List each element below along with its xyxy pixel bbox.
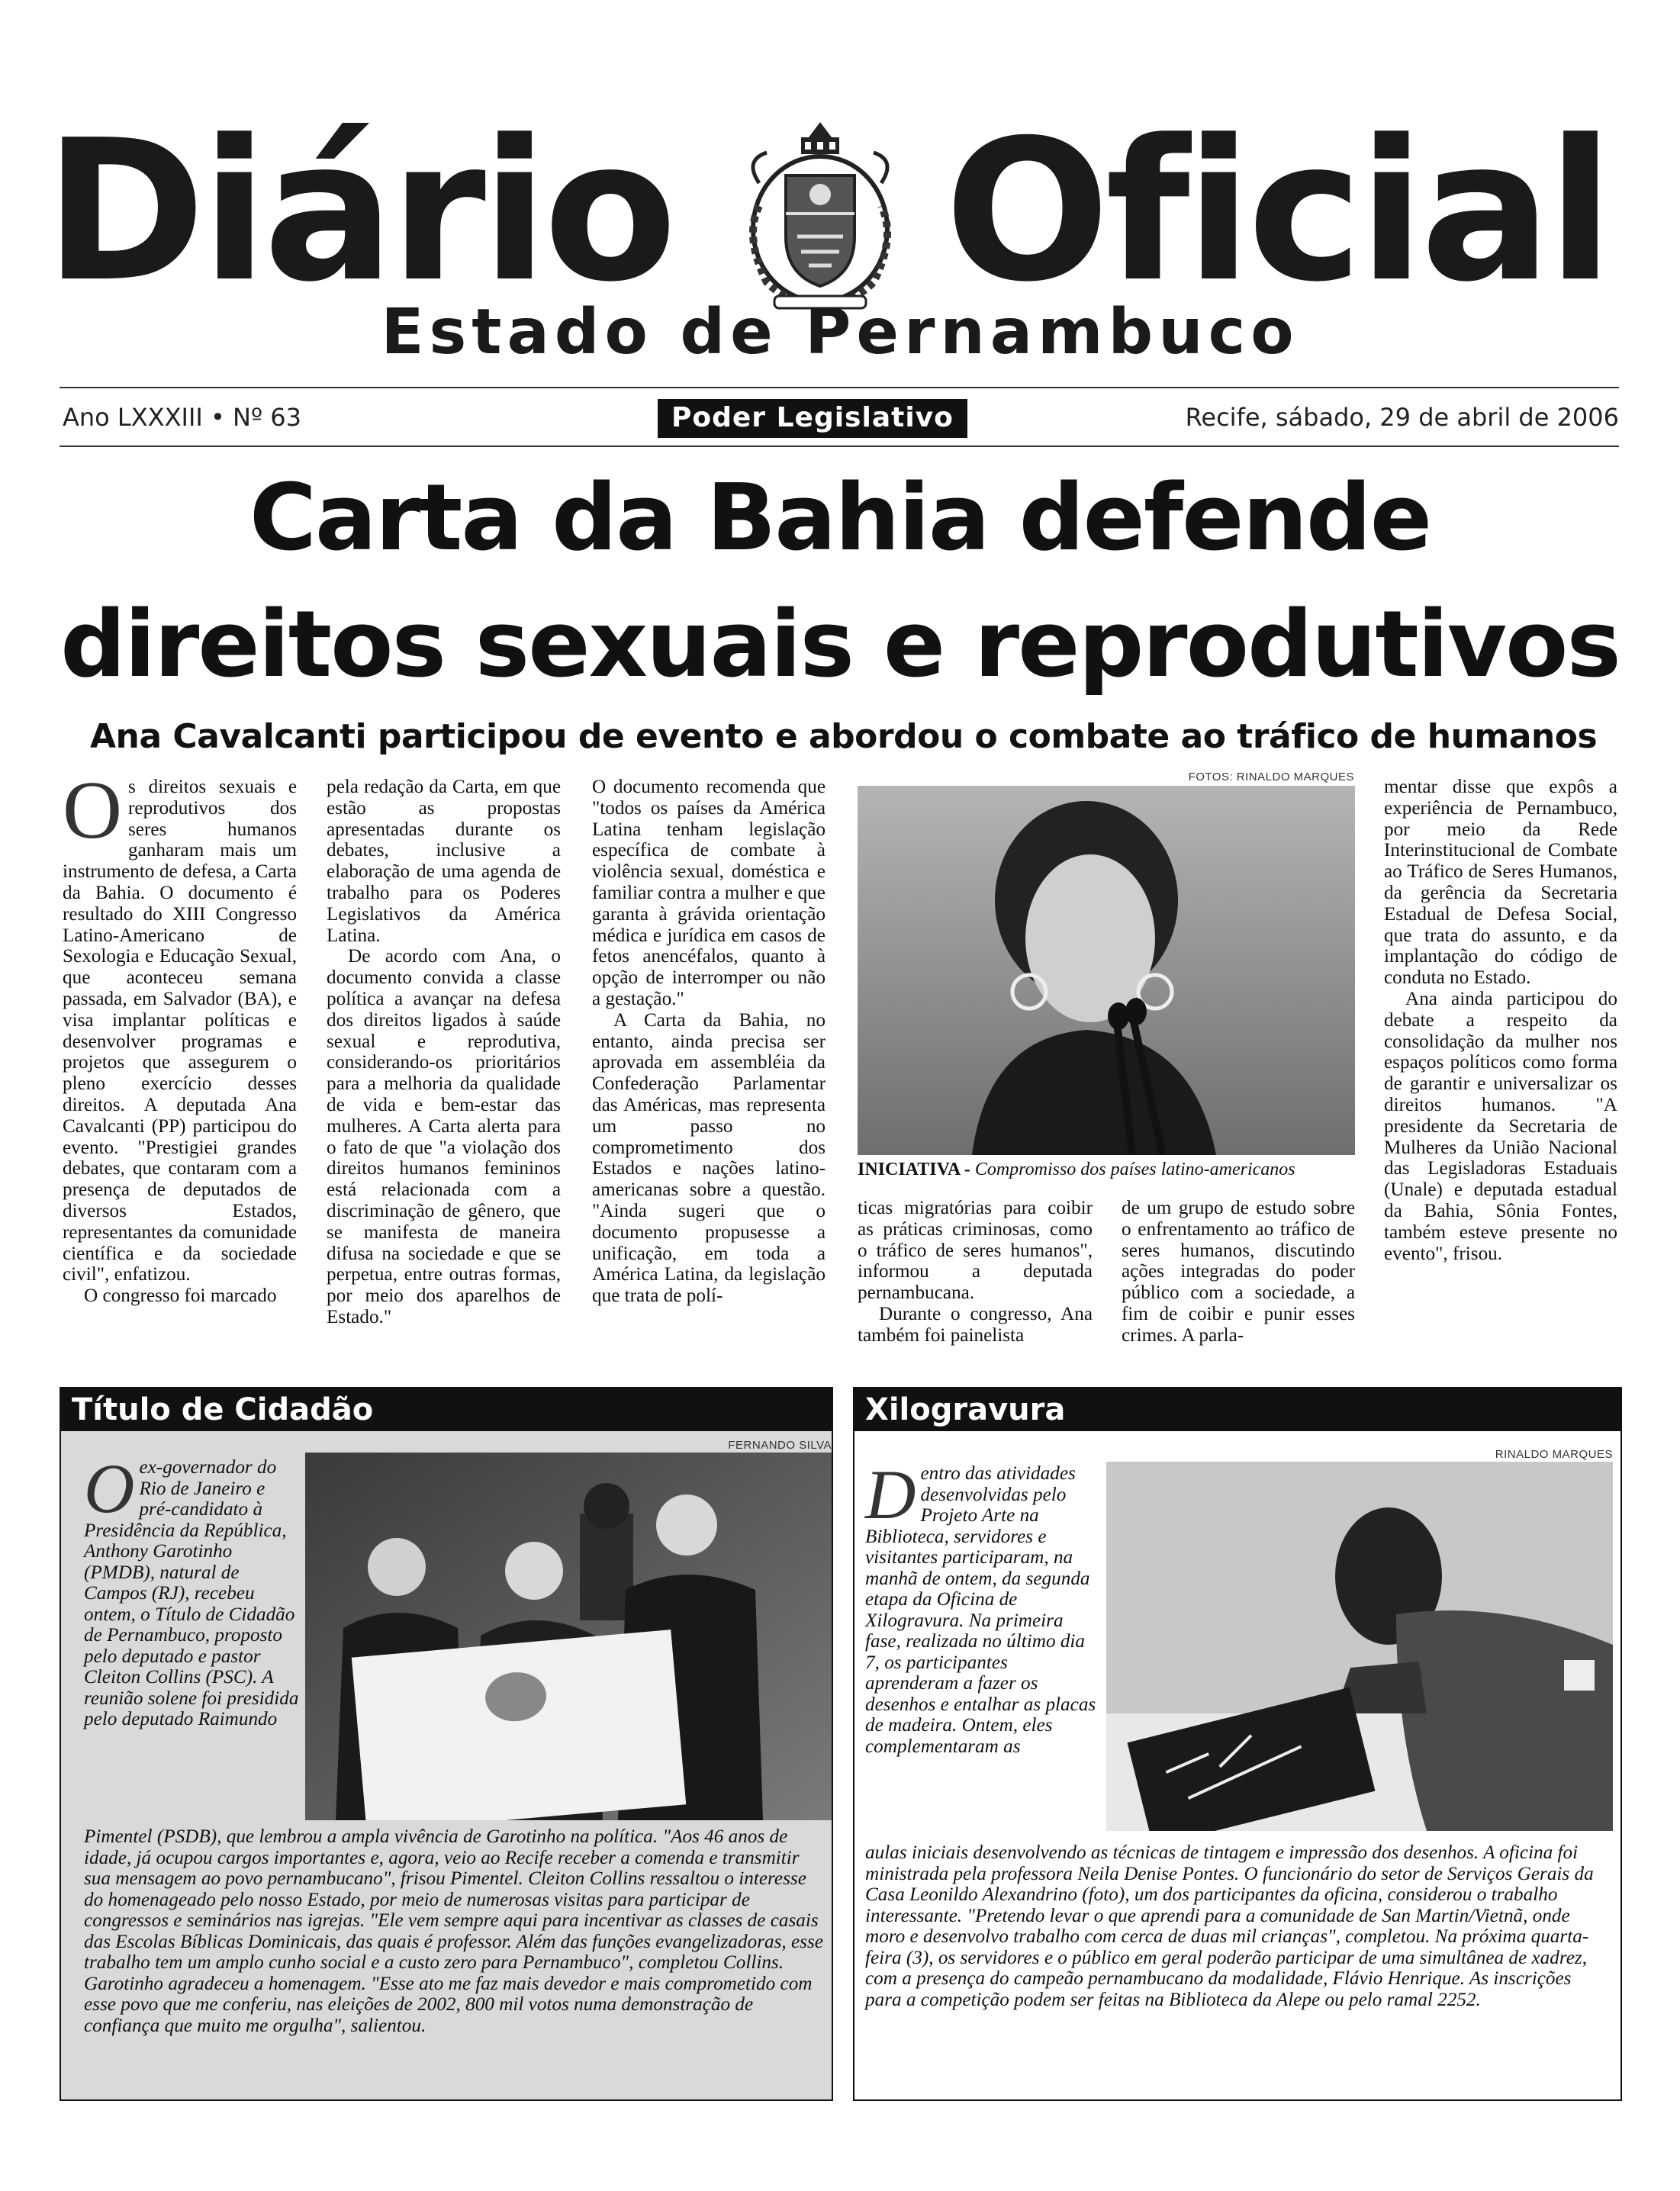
lead-photo: [858, 786, 1355, 1155]
lead-photo-caption: [858, 1160, 1361, 1180]
headline-kicker: Ana Cavalcanti participou de evento e abordou o combate ao tráfico de humanos: [90, 717, 1598, 756]
box-cidadao-dropcap: O: [84, 1449, 135, 1527]
box-cidadao-photo-credit: FERNANDO SILVA: [728, 1439, 832, 1452]
masthead-title-left: Diário: [44, 98, 673, 325]
lead-photo-credit: FOTOS: RINALDO MARQUES: [1188, 771, 1354, 783]
man-drawing-woodcut-design-photo: [1106, 1462, 1613, 1831]
masthead-title-right: Oficial: [945, 98, 1610, 325]
box-xilo-text-narrow: [865, 1456, 1103, 1757]
box-xilo-title: Xilogravura: [854, 1388, 1620, 1431]
lead-column-4: [858, 1198, 1093, 1346]
lead-column-5: [1122, 1198, 1355, 1346]
lead-col1-paragraph-1: s direitos sexuais e reprodutivos dos seres humanos ganharam mais um instrumento de defesa, a Carta da Bahia. O documento é resultado do XIII Congresso Latino-Americano de Sexologia e Educação Sexual, que aconteceu semana passada, em Salvador (BA), e visa implantar políticas e desenvolver programas e projetos que assegurem o pleno exercício desses direitos. A deputada Ana Cavalcanti (PP) participou do evento. "Prestigiei grandes debates, que contaram com a presença de deputados de diversos Estados, representantes da comunidade científica e da sociedade civil", enfatizou.: [63, 777, 297, 1285]
lead-column-6: [1384, 777, 1617, 1264]
box-xilo-text-wide: [865, 1842, 1610, 2010]
box-titulo-cidadao: [60, 1387, 833, 2101]
lead-col3-paragraph-1: O documento recomenda que "todos os países da América Latina tenham legislação específica de combate à violência sexual, doméstica e familiar contra a mulher e que garanta à grávida orientação médica e jurídica em casos de fetos anencéfalos, quanto à opção de interromper ou não a gestação.": [592, 777, 826, 1009]
section-badge: Poder Legislativo: [658, 399, 967, 438]
lead-column-3: [592, 777, 826, 1307]
box-xilogravura: [853, 1387, 1622, 2101]
box-cidadao-title: Título de Cidadão: [61, 1388, 832, 1431]
lead-col4-paragraph-1: ticas migratórias para coibir as práticas criminosas, como o tráfico de seres humanos", informou a deputada pernambucana.: [858, 1198, 1093, 1304]
lead-col6-paragraph-2: Ana ainda participou do debate a respeito da consolidação da mulher nos espaços políticos como forma de garantir e universalizar os direitos humanos. "A presidente da Secretaria de Mulheres da União Nacional das Legisladoras Estaduais (Unale) e deputada estadual da Bahia, Sônia Fontes, também esteve presente no evento", frisou.: [1384, 988, 1617, 1264]
caption-text: Compromisso dos países latino-americanos: [970, 1160, 1295, 1179]
headline-line-2: direitos sexuais e reprodutivos: [60, 592, 1620, 698]
box-cidadao-paragraph-1: ex-governador do Rio de Janeiro e pré-candidato à Presidência da República, Anthony Garotinho (PMDB), natural de Campos (RJ), recebeu ontem, o Título de Cidadão de Pernambuco, proposto pelo deputado e pastor Cleiton Collins (PSC). A reunião solene foi presidida pelo deputado Raimundo: [84, 1457, 299, 1729]
box-cidadao-paragraph-2: Pimentel (PSDB), que lembrou a ampla vivência de Garotinho na política. "Aos 46 anos de idade, já ocupou cargos importantes e, agora, veio ao Recife receber a comenda e transmitir sua mensagem ao povo pernambucano", frisou Pimentel. Cleiton Collins ressaltou o interesse do homenageado pelo nosso Estado, por meio de numerosas visitas para participar de congressos e seminários nas igrejas. "Ele vem sempre aqui para incentivar as classes de casais das Escolas Bíblicas Dominicais, das quais é professor. Além das funções evangelizadoras, esse trabalho tem um amplo cunho social e a custo zero para Pernambuco", completou Collins. Garotinho agradeceu a homenagem. "Esse ato me faz mais devedor e mais comprometido com esse povo que me conferiu, nas eleições de 2002, 800 mil votos numa demonstração de confiança que muito me orgulha", salientou.: [84, 1826, 823, 2036]
lead-col6-paragraph-1: mentar disse que expôs a experiência de Pernambuco, por meio da Rede Interinstitucional de Combate ao Tráfico de Seres Humanos, da gerência da Secretaria Estadual de Defesa Social, que trata do assunto, e da implantação do código de conduta no Estado.: [1384, 777, 1617, 989]
masthead-top-rule: [60, 387, 1619, 388]
box-xilo-paragraph-2: aulas iniciais desenvolvendo as técnicas de tintagem e impressão dos desenhos. A oficina foi ministrada pela professora Neila Denise Pontes. O funcionário do setor de Serviços Gerais da Casa Leonildo Alexandrino (foto), um dos participantes da oficina, considerou o trabalho interessante. "Pretendo levar o que aprendi para a comunidade de San Martin/Vietnã, onde moro e desenvolvo trabalho com cerca de duas mil crianças", completou. Na próxima quarta-feira (3), os servidores e o público em geral poderão participar de uma simultânea de xadrez, com a presença do campeão pernambucano da modalidade, Flávio Henrique. As inscrições para a competição podem ser feitas na Biblioteca da Alepe ou pelo ramal 2252.: [865, 1842, 1594, 2010]
dateline: Recife, sábado, 29 de abril de 2006: [1185, 403, 1619, 432]
box-cidadao-text-wide: [84, 1826, 824, 2036]
headline-line-1: Carta da Bahia defende: [249, 465, 1431, 571]
lead-col5-paragraph-1: de um grupo de estudo sobre o enfrentamento ao tráfico de seres humanos, discutindo ações integradas do poder público com a sociedade, a fim de coibir e punir esses crimes. A parla-: [1122, 1198, 1355, 1346]
box-xilo-photo: [1106, 1462, 1613, 1831]
lead-col3-paragraph-2: A Carta da Bahia, no entanto, ainda precisa ser aprovada em assembléia da Confederação Parlamentar das Américas, mas representa um passo no comprometimento dos Estados e nações latino-americanas sobre a questão. "Ainda sugeri que o documento propusesse a unificação, em toda a América Latina, da legislação que trata de polí-: [592, 1009, 826, 1307]
lead-column-2: [327, 777, 561, 1328]
edition-number: Ano LXXXIII • Nº 63: [63, 403, 301, 432]
lead-col2-paragraph-2: De acordo com Ana, o documento convida a classe política a avançar na defesa dos direitos ligados à saúde sexual e reprodutiva, considerando-os prioritários para a melhoria da qualidade de vida e bem-estar das mulheres. A Carta alerta para o fato de que "a violação dos direitos humanos femininos está relacionada com a discriminação de gênero, que se manifesta de maneira difusa na sociedade e que se perpetua, entre outras formas, por meio dos aparelhos de Estado.": [327, 946, 561, 1327]
box-xilo-paragraph-1: entro das atividades desenvolvidas pelo Projeto Arte na Biblioteca, servidores e visitantes participaram, na manhã de ontem, da segunda etapa da Oficina de Xilogravura. Na primeira fase, realizada no último dia 7, os participantes aprenderam a fazer os desenhos e entalhar as placas de madeira. Ontem, eles complementaram as: [865, 1463, 1096, 1757]
caption-label: INICIATIVA -: [858, 1160, 970, 1179]
masthead-subtitle: Estado de Pernambuco: [381, 296, 1299, 368]
box-xilo-photo-credit: RINALDO MARQUES: [1495, 1448, 1613, 1461]
box-cidadao-photo: [305, 1453, 832, 1820]
lead-col1-paragraph-2: O congresso foi marcado: [84, 1285, 277, 1307]
lead-dropcap: O: [63, 765, 122, 856]
pernambuco-coat-of-arms-icon: [729, 114, 912, 313]
box-xilo-dropcap: D: [865, 1456, 916, 1533]
three-men-holding-citizenship-diploma-photo: [305, 1453, 832, 1820]
masthead-bottom-rule: [60, 446, 1619, 447]
box-cidadao-text-narrow: [84, 1449, 301, 1730]
woman-speaking-at-microphones-photo: [858, 786, 1355, 1155]
lead-col4-paragraph-2: Durante o congresso, Ana também foi painelista: [858, 1303, 1093, 1346]
lead-col2-paragraph-1: pela redação da Carta, em que estão as propostas apresentadas durante os debates, inclusive a elaboração de uma agenda de trabalho para os Poderes Legislativos da América Latina.: [327, 777, 561, 946]
lead-column-1: [63, 765, 297, 1307]
